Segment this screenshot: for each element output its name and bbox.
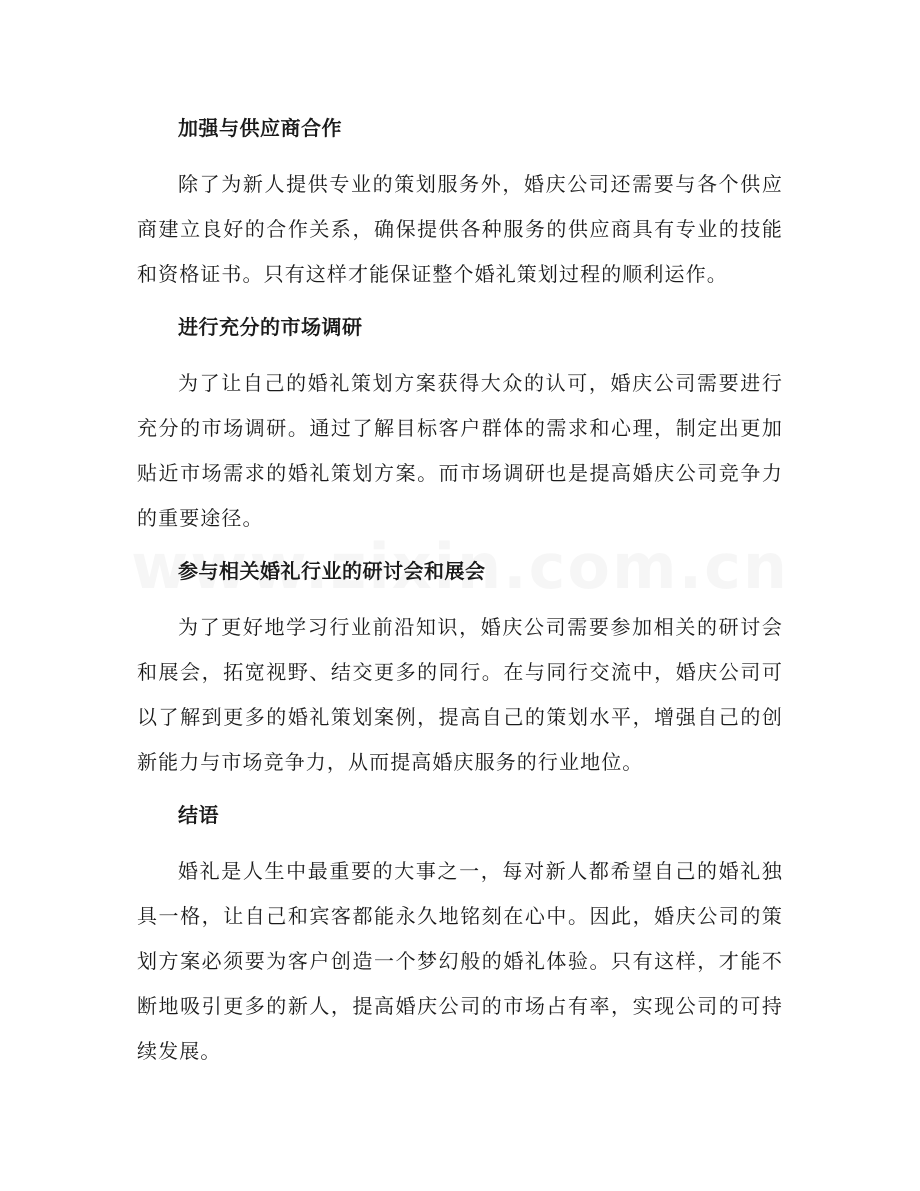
section-heading-supplier-cooperation: 加强与供应商合作 [178, 116, 342, 140]
section-body-conclusion: 婚礼是人生中最重要的大事之一，每对新人都希望自己的婚礼独具一格，让自己和宾客都能永久地铭刻在心中。因此，婚庆公司的策划方案必须要为客户创造一个梦幻般的婚礼体验。只有这样，才能不断地吸引更多的新人，提高婚庆公司的市场占有率，实现公司的可持续发展。 [137, 859, 783, 1063]
section-heading-conclusion: 结语 [178, 803, 219, 827]
section-heading-seminars-exhibitions: 参与相关婚礼行业的研讨会和展会 [178, 559, 486, 583]
section-body-supplier-cooperation: 除了为新人提供专业的策划服务外，婚庆公司还需要与各个供应商建立良好的合作关系，确保提供各种服务的供应商具有专业的技能和资格证书。只有这样才能保证整个婚礼策划过程的顺利运作。 [137, 172, 783, 286]
document-body [137, 108, 783, 1074]
section-body-seminars-exhibitions: 为了更好地学习行业前沿知识，婚庆公司需要参加相关的研讨会和展会，拓宽视野、结交更多的同行。在与同行交流中，婚庆公司可以了解到更多的婚礼策划案例，提高自己的策划水平，增强自己的创新能力与市场竞争力，从而提高婚庆服务的行业地位。 [137, 615, 783, 774]
section-body-market-research: 为了让自己的婚礼策划方案获得大众的认可，婚庆公司需要进行充分的市场调研。通过了解目标客户群体的需求和心理，制定出更加贴近市场需求的婚礼策划方案。而市场调研也是提高婚庆公司竞争力的重要途径。 [137, 371, 783, 530]
section-heading-market-research: 进行充分的市场调研 [178, 315, 363, 339]
